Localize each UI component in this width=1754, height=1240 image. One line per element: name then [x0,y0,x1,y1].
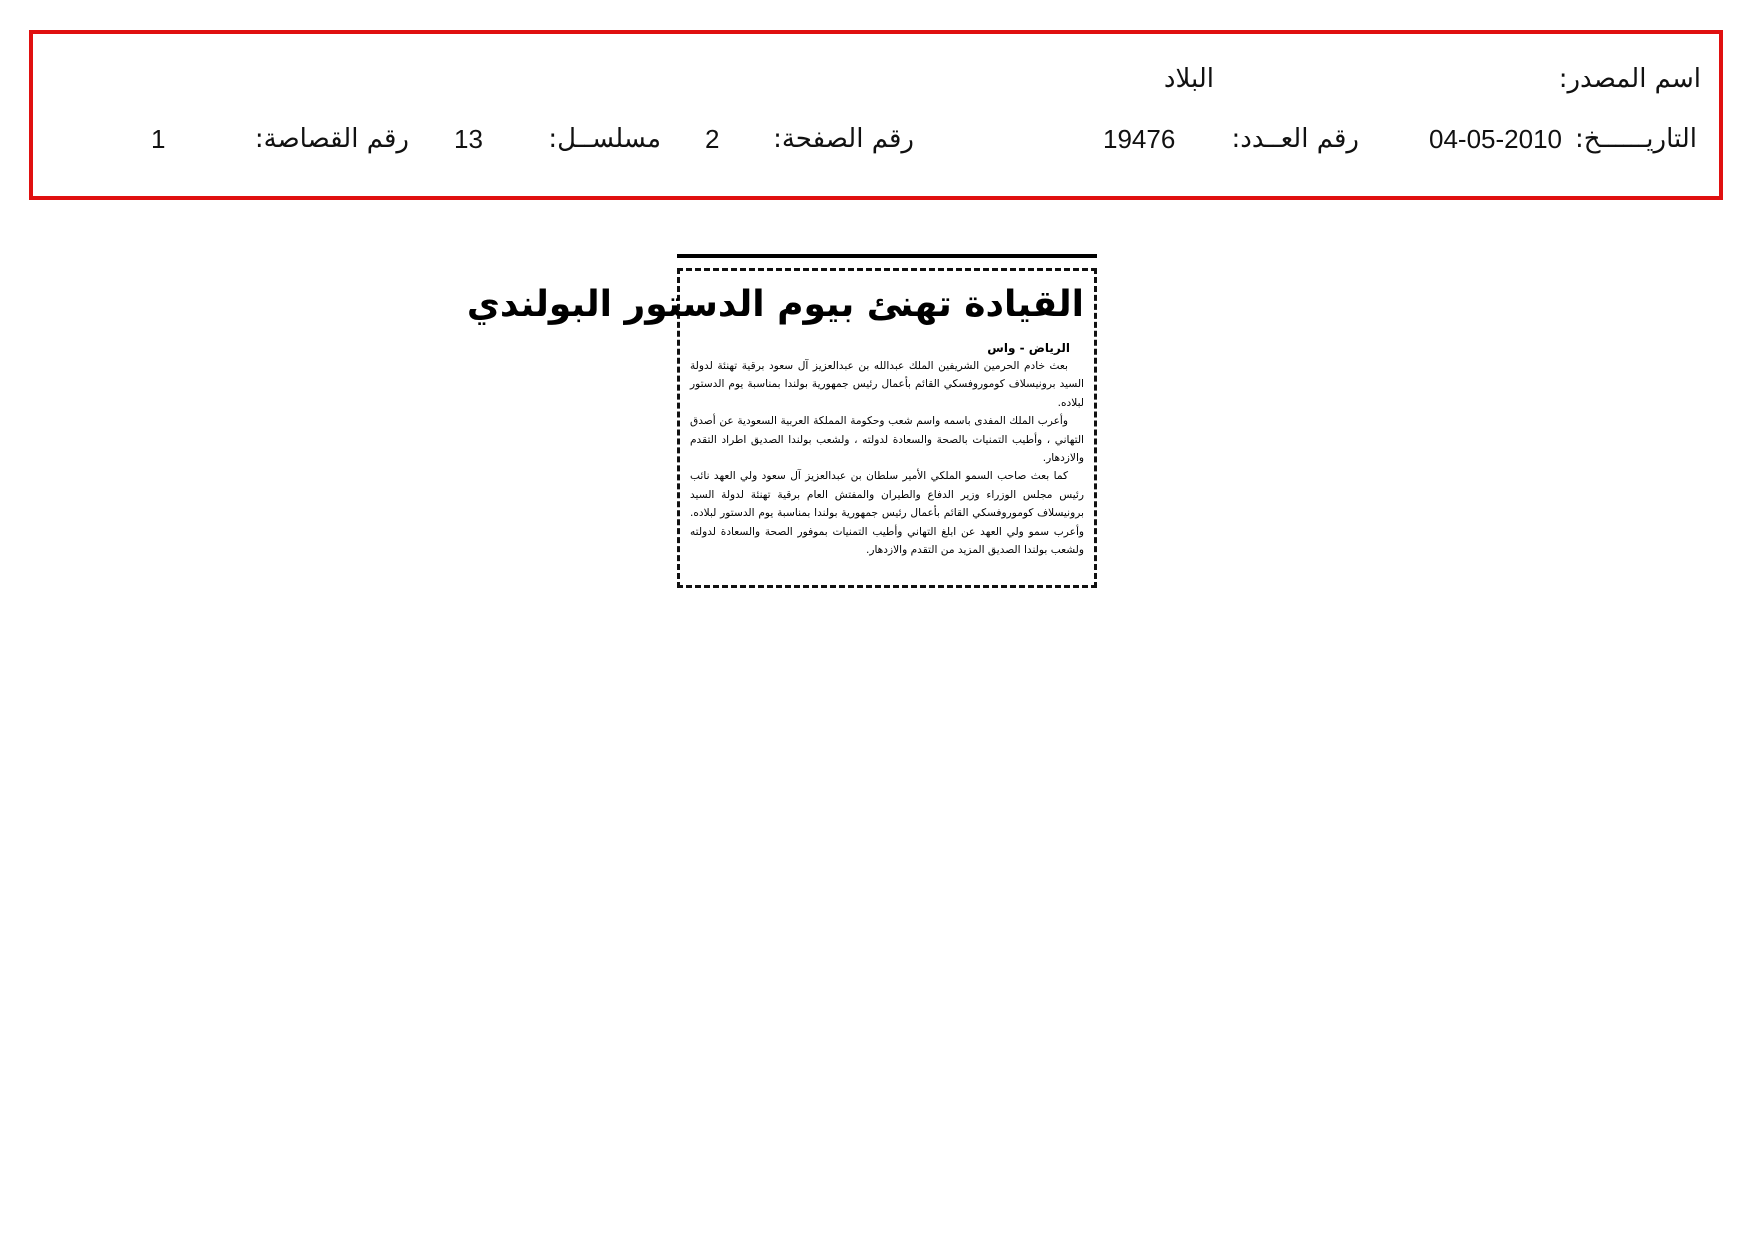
serial-value: 13 [454,124,483,154]
date-label: التاريــــــخ: [1575,124,1697,154]
issue-value: 19476 [1103,124,1176,154]
article-paragraph: كما بعث صاحب السمو الملكي الأمير سلطان بن عبدالعزيز آل سعود ولي العهد نائب رئيس مجلس الوزراء وزير الدفاع والطيران والمفتش العام برقية تهنئة لدولة السيد برونيسلاف كوموروفسكي القائم بأعمال رئيس جمهورية بولندا بمناسبة يوم الدستور لبلاده. وأعرب سمو ولي العهد عن ابلغ التهاني وأطيب التمنيات بموفور الصحة والسعادة لدولته ولشعب بولندا الصديق المزيد من التقدم والازدهار. [690,470,1084,557]
article-paragraph: وأعرب الملك المفدى باسمه واسم شعب وحكومة المملكة العربية السعودية عن أصدق التهاني ، وأطيب التمنيات بالصحة والسعادة لدولته ، ولشعب بولندا الصديق اطراد التقدم والازدهار. [690,415,1084,465]
source-label: اسم المصدر: [1558,64,1701,94]
page-label: رقم الصفحة: [773,124,914,154]
date-value: 04-05-2010 [1429,124,1562,154]
article-headline: القيادة تهنئ بيوم الدستور البولندي [466,284,1084,325]
metadata-header-box [29,30,1723,200]
clip-value: 1 [151,124,166,154]
page-value: 2 [705,124,720,154]
serial-label: مسلســل: [548,124,661,154]
clipping-top-rule [677,254,1097,258]
article-dateline: الرياض - واس [987,341,1070,355]
article-paragraph: بعث خادم الحرمين الشريفين الملك عبدالله بن عبدالعزيز آل سعود برقية تهنئة لدولة السيد برونيسلاف كوموروفسكي القائم بأعمال رئيس جمهورية بولندا بمناسبة يوم الدستور لبلاده. [690,360,1084,409]
issue-label: رقم العــدد: [1231,124,1359,154]
newspaper-clipping [466,254,1097,588]
clip-label: رقم القصاصة: [254,124,409,154]
clipping-dashed-frame [466,268,1097,588]
source-value: البلاد [1163,64,1214,94]
